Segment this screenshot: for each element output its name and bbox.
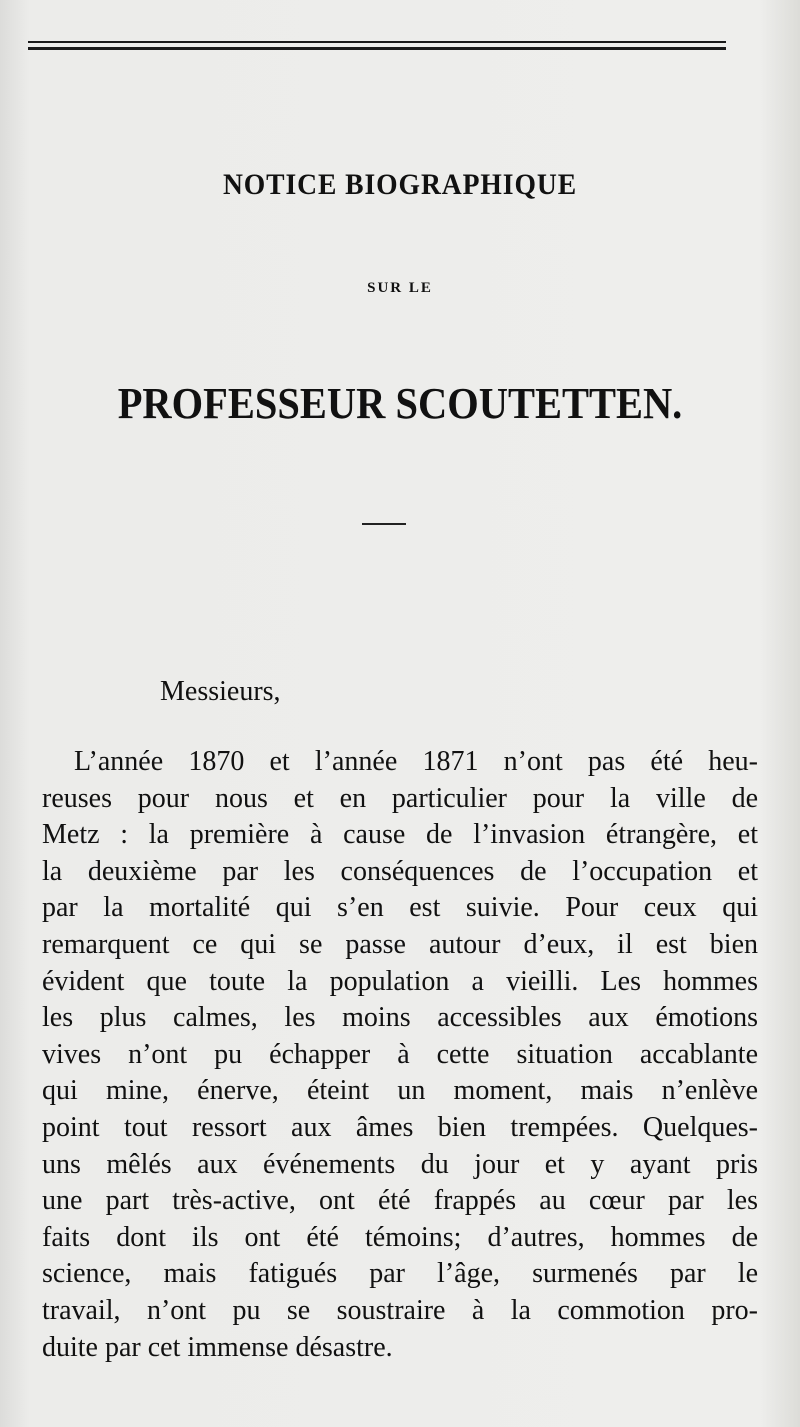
paragraph-line: la deuxième par les conséquences de l’occupation et: [42, 855, 758, 887]
paragraph-line: les plus calmes, les moins accessibles aux émotions: [42, 1002, 758, 1034]
top-double-rule: [28, 41, 726, 50]
paragraph-line: travail, n’ont pu se soustraire à la commotion pro-: [42, 1294, 758, 1326]
paragraph-line: vives n’ont pu échapper à cette situation accablante: [42, 1038, 758, 1070]
title-sur-le: SUR LE: [367, 280, 433, 296]
paragraph-line: Metz : la première à cause de l’invasion étrangère, et: [42, 819, 758, 851]
paragraph-line: remarquent ce qui se passe autour d’eux, il est bien: [42, 928, 758, 960]
title-professeur-scoutetten: PROFESSEUR SCOUTETTEN.: [117, 379, 683, 428]
paragraph-line: uns mêlés aux événements du jour et y ayant pris: [42, 1148, 758, 1180]
paragraph-line: science, mais fatigués par l’âge, surmenés par le: [42, 1258, 758, 1290]
paragraph-line: faits dont ils ont été témoins; d’autres, hommes de: [42, 1221, 758, 1253]
paragraph-line: qui mine, énerve, éteint un moment, mais n’enlève: [42, 1075, 758, 1107]
body-paragraph: [42, 744, 758, 1366]
section-divider: [362, 523, 406, 525]
paragraph-line: par la mortalité qui s’en est suivie. Pour ceux qui: [42, 892, 758, 924]
paragraph-line: reuses pour nous et en particulier pour la ville de: [42, 782, 758, 814]
title-notice-biographique: NOTICE BIOGRAPHIQUE: [222, 168, 578, 201]
paragraph-line: duite par cet immense désastre.: [42, 1331, 393, 1363]
paragraph-line: une part très-active, ont été frappés au cœur par les: [42, 1185, 758, 1217]
paragraph-line: L’année 1870 et l’année 1871 n’ont pas été heu-: [74, 746, 758, 777]
salutation: Messieurs,: [160, 676, 281, 707]
paragraph-line: point tout ressort aux âmes bien trempées. Quelques-: [42, 1111, 758, 1143]
paragraph-line: évident que toute la population a vieilli. Les hommes: [42, 965, 758, 997]
